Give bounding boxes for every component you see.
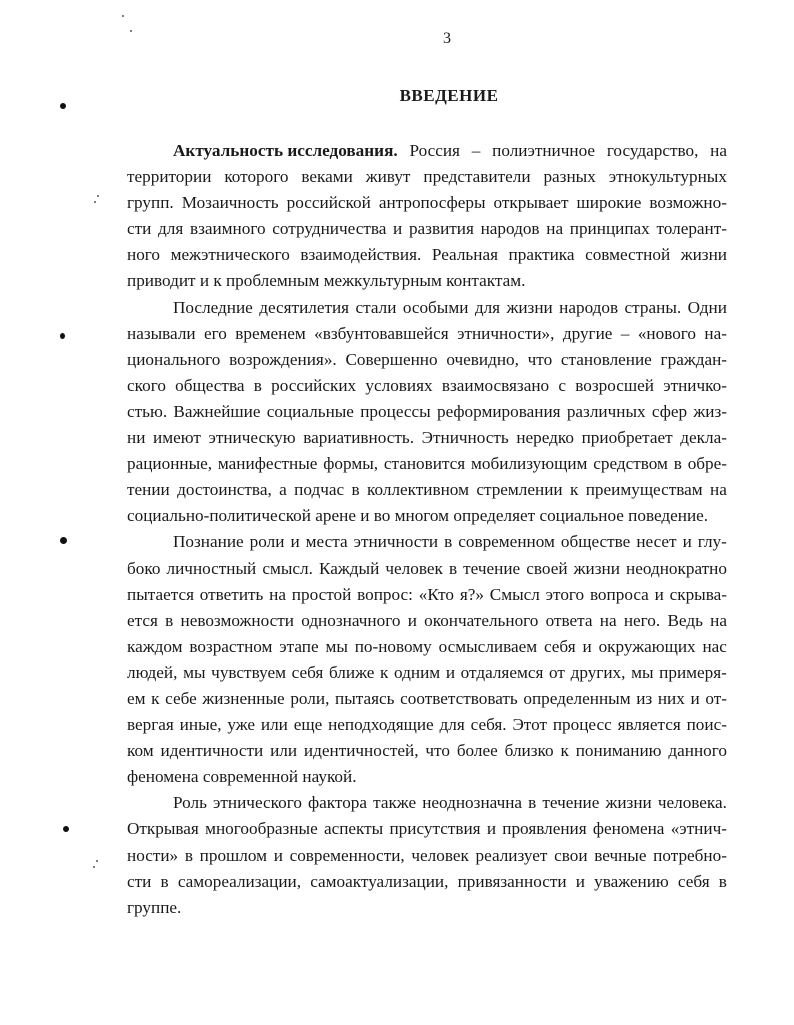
text-line: пытается ответить на простой вопрос: «Кто я?» Смысл этого вопроса и скрыва- (127, 584, 727, 604)
text-line: вергая иные, уже или еще неподходящие для себя. Этот процесс является поис- (127, 715, 727, 735)
page-number: 3 (443, 30, 451, 47)
text-line: Роль этнического фактора также неоднозначна в течение жизни человека. (173, 793, 727, 813)
margin-dot (63, 826, 69, 832)
text-line: сти для взаимного сотрудничества и развития народов на принципах толерант- (127, 219, 727, 239)
scan-speck (122, 15, 124, 17)
margin-dot (60, 537, 67, 544)
scan-speck (94, 201, 96, 203)
text-line: сти в самореализации, самоактуализации, привязанности и уважению себя в (127, 871, 727, 891)
text-line: людей, мы чувствуем себя ближе к одним и отдаляемся от других, мы примеря- (127, 662, 727, 682)
text-line: Последние десятилетия стали особыми для жизни народов страны. Одни (173, 297, 727, 317)
text-line: приводит и к проблемным межкультурным контактам. (127, 271, 526, 291)
margin-dot (60, 333, 65, 339)
section-heading: ВВЕДЕНИЕ (399, 86, 499, 105)
scan-speck (93, 866, 95, 868)
text-line: группе. (127, 897, 182, 917)
text-line: Актуальность исследования. Россия – полиэтничное государство, на (127, 138, 727, 164)
text-line: стью. Важнейшие социальные процессы реформирования различных сфер жиз- (127, 401, 727, 421)
text-line: ком идентичности или идентичностей, что более близко к пониманию данного (127, 741, 727, 761)
text-line: рационные, манифестные формы, становится мобилизующим средством в обре- (127, 454, 727, 474)
text-line: ного межэтнического взаимодействия. Реальная практика совместной жизни (127, 245, 727, 265)
text-line: групп. Мозаичность российской антропосферы открывает широкие возможно- (127, 193, 727, 213)
text-line: территории которого веками живут представители разных этнокультурных (127, 167, 727, 187)
text-line: феномена современной наукой. (127, 767, 357, 787)
margin-dot (60, 103, 66, 109)
text-line: ни имеют этническую вариативность. Этничность нередко приобретает декла- (127, 428, 727, 448)
text-line: Познание роли и места этничности в современном обществе несет и глу- (173, 532, 727, 552)
text-line: ского общества в российских условиях взаимосвязано с возросшей этничко- (127, 375, 727, 395)
text-line: ется в невозможности однозначного и окончательного ответа на него. Ведь на (127, 610, 727, 630)
text-line: тении достоинства, а подчас в коллективном стремлении к преимуществам на (127, 480, 727, 500)
scan-speck (97, 195, 99, 197)
body-text (127, 138, 727, 921)
lead-phrase: Актуальность исследования. (173, 141, 398, 160)
text-line: Открывая многообразные аспекты присутствия и проявления феномена «этнич- (127, 819, 727, 839)
text-line: ем к себе жизненные роли, пытаясь соответствовать определенным из них и от- (127, 688, 727, 708)
text-line: называли его временем «взбунтовавшейся этничности», другие – «нового на- (127, 323, 727, 343)
text-line: социально-политической арене и во многом определяет социальное поведение. (127, 506, 709, 526)
text-line: ционального возрождения». Совершенно очевидно, что становление граждан- (127, 349, 727, 369)
text-line: боко личностный смысл. Каждый человек в течение своей жизни неоднократно (127, 558, 727, 578)
scan-speck (130, 30, 132, 32)
text-line: ности» в прошлом и современности, человек реализует свои вечные потребно- (127, 845, 727, 865)
scan-speck (96, 860, 98, 862)
text-line: каждом возрастном этапе мы по-новому осмысливаем себя и окружающих нас (127, 636, 727, 656)
